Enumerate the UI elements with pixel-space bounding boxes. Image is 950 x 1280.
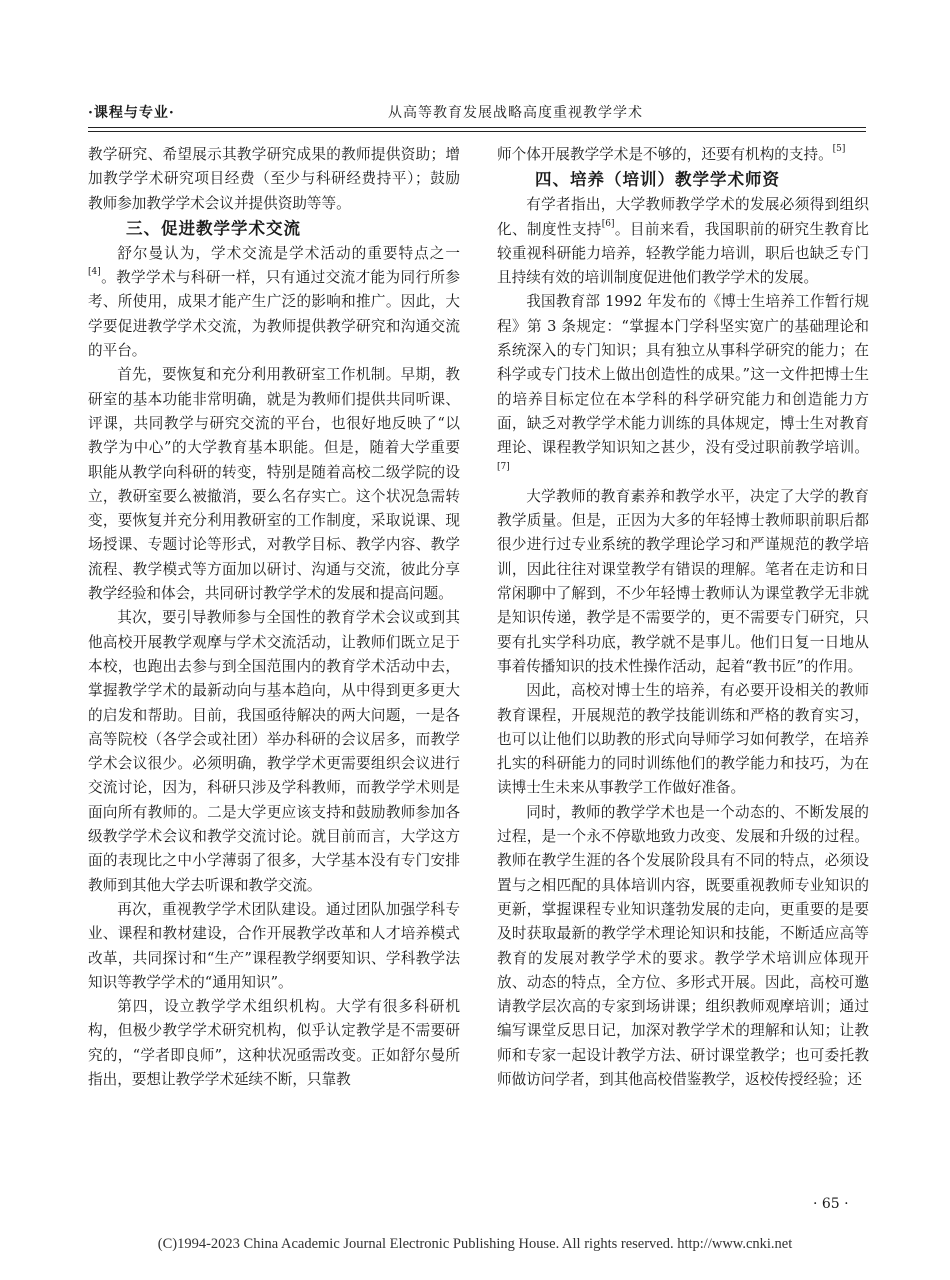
text: 有学者指出，大学教师教学学术的发展必须得到组织化、制度性支持	[497, 196, 869, 238]
header-rule	[88, 127, 866, 128]
text: 师个体开展教学学术是不够的，还要有机构的支持。	[497, 146, 833, 163]
running-title: 从高等教育发展战略高度重视教学学术	[388, 105, 643, 121]
left-column	[88, 143, 460, 1092]
paragraph	[497, 290, 869, 484]
running-header	[88, 102, 866, 124]
paragraph: 大学教师的教育素养和教学水平，决定了大学的教育教学质量。但是，正因为大多的年轻博士教师职前职后都很少进行过专业系统的教学理论学习和严谨规范的教学培训，因此往往对课堂教学有错误的理解。笔者在走访和日常闲聊中了解到，不少年轻博士教师认为课堂教学无非就是知识传递，教学是不需要学的，更不需要专门研究，只要有扎实学科功底，教学就不是事儿。他们日复一日地从事着传播知识的技术性操作活动，起着“教书匠”的作用。	[497, 487, 869, 675]
header-rule-thin	[88, 131, 866, 132]
citation: [7]	[497, 461, 510, 472]
text: 舒尔曼认为，学术交流是学术活动的重要特点之一	[117, 244, 460, 262]
text: 。教学学术与科研一样，只有通过交流才能为同行所参考、所使用，成果才能产生广泛的影响和推广。因此，大学要促进教学学术交流，为教师提供教学研究和沟通交流的平台。	[88, 269, 460, 360]
copyright-footer: (C)1994-2023 China Academic Journal Electronic Publishing House. All rights reserved. http://www.cnki.net	[157, 1236, 793, 1252]
paragraph: 首先，要恢复和充分利用教研室工作机制。早期，教研室的基本功能非常明确，就是为教师们提供共同听课、评课，共同教学与研究交流的平台，也很好地反映了“以教学为中心”的大学教育基本职能。但是，随着大学重要职能从教学向科研的转变，特别是随着高校二级学院的设立，教研室要么被撤消，要么名存实亡。这个状况急需转变，要恢复并充分利用教研室的工作制度，采取说课、现场授课、专题讨论等形式，对教学目标、教学内容、教学流程、教学模式等方面加以研讨、沟通与交流，彼此分享教学经验和体会，共同研讨教学学术的发展和提高问题。	[88, 366, 460, 603]
section-heading-3: 三、促进教学学术交流	[126, 218, 301, 238]
citation: [4]	[88, 267, 101, 278]
section-label: ·课程与专业·	[88, 105, 175, 121]
paragraph: 再次，重视教学学术团队建设。通过团队加强学科专业、课程和教材建设，合作开展教学改革和人才培养模式改革，共同探讨和“生产”课程教学纲要知识、学科教学法知识等教学学术的“通用知识”。	[88, 900, 460, 991]
paragraph: 其次，要引导教师参与全国性的教育学术会议或到其他高校开展教学观摩与学术交流活动，让教师们既立足于本校，也跑出去参与到全国范围内的教育学术活动中去，掌握教学学术的最新动向与基本趋向，从中得到更多更大的启发和帮助。目前，我国亟待解决的两大问题，一是各高等院校（各学会或社团）举办科研的会议居多，而教学学术会议很少。必须明确，教学学术更需要组织会议进行交流讨论，因为，科研只涉及学科教师，而教学学术则是面向所有教师的。二是大学更应该支持和鼓励教师参加各级教学学术会议和教学交流讨论。就目前而言，大学这方面的表现比之中小学薄弱了很多，大学基本没有专门安排教师到其他大学去听课和教学交流。	[88, 609, 460, 894]
paragraph: 第四，设立教学学术组织机构。大学有很多科研机构，但极少教学学术研究机构，似乎认定教学是不需要研究的，“学者即良师”，这种状况亟需改变。正如舒尔曼所指出，要想让教学学术延续不断，只靠教	[88, 998, 460, 1088]
section-heading-4: 四、培养（培训）教学学术师资	[535, 170, 780, 190]
citation: [6]	[601, 218, 615, 229]
page-number: · 65 ·	[813, 1196, 849, 1212]
citation: [5]	[832, 144, 846, 154]
paragraph	[88, 242, 460, 363]
paragraph: 教学研究、希望展示其教学研究成果的教师提供资助；增加教学学术研究项目经费（至少与科研经费持平）；鼓励教师参加教学学术会议并提供资助等等。	[88, 146, 460, 212]
paragraph	[497, 143, 869, 167]
paragraph: 同时，教师的教学学术也是一个动态的、不断发展的过程，是一个永不停歇地致力改变、发展和升级的过程。教师在教学生涯的各个发展阶段具有不同的特点，必须设置与之相匹配的具体培训内容，既要重视教师专业知识的更新，掌握课程专业知识蓬勃发展的走向，更重要的是要及时获取最新的教学学术理论知识和技能，不断适应高等教育的发展对教学学术的要求。教学学术培训应体现开放、动态的特点，全方位、多形式开展。因此，高校可邀请教学层次高的专家到场讲课；组织教师观摩培训；通过编写课堂反思日记，加深对教学学术的理解和认知；让教师和专家一起设计教学方法、研讨课堂教学；也可委托教师做访问学者，到其他高校借鉴教学，返校传授经验；还	[497, 803, 869, 1088]
paragraph: 因此，高校对博士生的培养，有必要开设相关的教师教育课程，开展规范的教学技能训练和严格的教育实习，也可以让他们以助教的形式向导师学习如何教学，在培养扎实的科研能力的同时训练他们的教学能力和技巧，为在读博士生未来从事教学工作做好准备。	[497, 682, 869, 797]
text: 我国教育部 1992 年发布的《博士生培养工作暂行规程》第 3 条规定：“掌握本门学科坚实宽广的基础理论和系统深入的专门知识；具有独立从事科学研究的能力；在科学或专门技术上做出创造性的成果。”这一文件把博士生的培养目标定位在本学科的科学研究能力和创造能力方面，缺乏对教学学术能力训练的具体规定，博士生对教育理论、课程教学知识知之甚少，没有受过职前教学培训。	[497, 293, 869, 457]
right-column	[497, 143, 869, 1092]
text: 。目前来看，我国职前的研究生教育比较重视科研能力培养，轻教学能力培训，职后也缺乏专门且持续有效的培训制度促进他们教学学术的发展。	[497, 220, 869, 287]
paragraph	[497, 193, 869, 290]
